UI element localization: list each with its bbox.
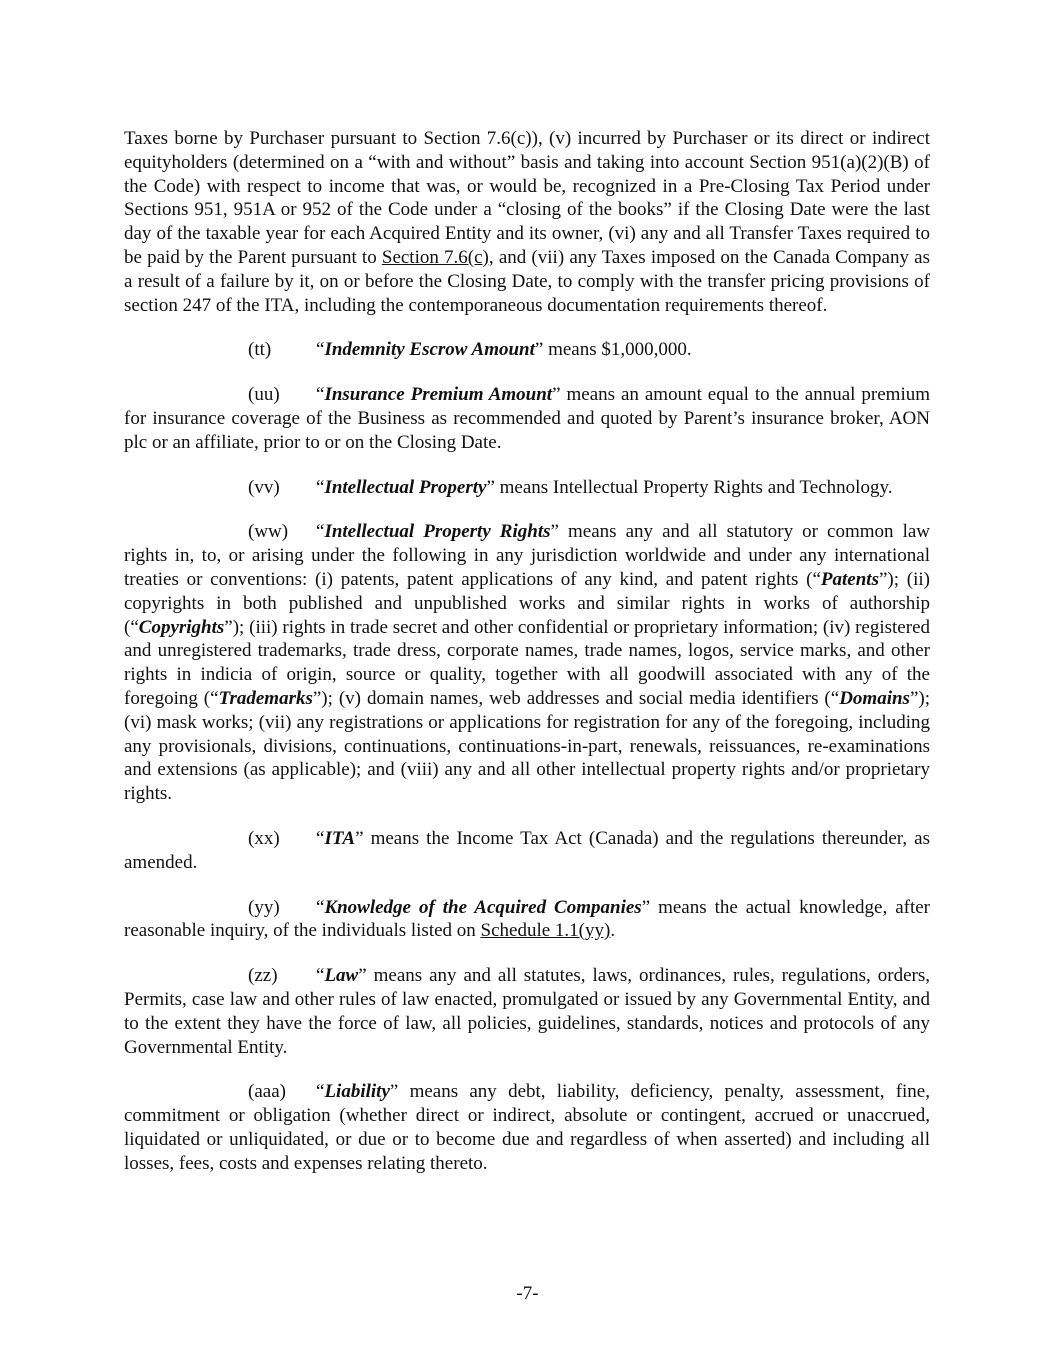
- clause-marker: (uu): [248, 384, 280, 406]
- defined-term: Intellectual Property Rights: [324, 521, 551, 543]
- clause-marker: (ww): [248, 521, 289, 543]
- definition-vv: (vv) “Intellectual Property” means Intellectual Property Rights and Technology.: [248, 476, 893, 498]
- clause-marker: (yy): [248, 896, 280, 918]
- continuation-paragraph: Taxes borne by Purchaser pursuant to Section 7.6(c)), (v) incurred by Purchaser or its direct or indirect equityholders (determined on a “with and without” basis and taking into account Section 951(a)(2)(B) of the Code) with respect to income that was, or would be, recognized in a Pre-Closing Tax Period under Sections 951, 951A or 952 of the Code under a “closing of the books” if the Closing Date were the last day of the taxable year for each Acquired Entity and its owner, (vi) any and all Transfer Taxes required to be paid by the Parent pursuant to Section 7.6(c), and (vii) any Taxes imposed on the Canada Company as a result of a failure by it, on or before the Closing Date, to comply with the transfer pricing provisions of section 247 of the ITA, including the contemporaneous documentation requirements thereof.: [124, 128, 931, 316]
- defined-term: Indemnity Escrow Amount: [324, 339, 535, 361]
- defined-term: Intellectual Property: [324, 476, 487, 498]
- defined-term: Law: [324, 965, 359, 987]
- clause-marker: (tt): [248, 339, 272, 361]
- definition-aaa: (aaa) “Liability” means any debt, liability, deficiency, penalty, assessment, fine, commitment or obligation (whether direct or indirect, absolute or contingent, accrued or unaccrued, liquidated or unliquidated, or due or to become due and regardless of when asserted) and including all losses, fees, costs and expenses relating thereto.: [124, 1081, 930, 1174]
- definition-zz: (zz) “Law” means any and all statutes, laws, ordinances, rules, regulations, orders, Permits, case law and other rules of law enacted, promulgated or issued by any Governmental Entity, and to the extent they have the force of law, all policies, guidelines, standards, notices and protocols of any Governmental Entity.: [124, 965, 930, 1058]
- page-number: -7-: [516, 1283, 539, 1304]
- section-reference-link: Section 7.6(c): [381, 246, 489, 268]
- schedule-reference-link: Schedule 1.1(yy): [480, 920, 611, 942]
- definition-tt: (tt) “Indemnity Escrow Amount” means $1,000,000.: [248, 339, 692, 361]
- clause-marker: (vv): [248, 476, 280, 498]
- clause-marker: (xx): [248, 827, 280, 849]
- definition-xx: (xx) “ITA” means the Income Tax Act (Canada) and the regulations thereunder, as amended.: [124, 827, 930, 873]
- defined-term: Insurance Premium Amount: [324, 384, 553, 406]
- defined-term: Liability: [324, 1081, 390, 1103]
- clause-marker: (aaa): [248, 1081, 286, 1103]
- defined-term-domains: Domains: [839, 687, 910, 709]
- defined-term-trademarks: Trademarks: [218, 687, 313, 709]
- clause-marker: (zz): [248, 965, 278, 987]
- defined-term: Knowledge of the Acquired Companies: [324, 896, 642, 918]
- defined-term-patents: Patents: [820, 568, 879, 590]
- defined-term-copyrights: Copyrights: [138, 616, 225, 638]
- definition-uu: (uu) “Insurance Premium Amount” means an amount equal to the annual premium for insurance coverage of the Business as recommended and quoted by Parent’s insurance broker, AON plc or an affiliate, prior to or on the Closing Date.: [124, 384, 930, 453]
- definition-yy: (yy) “Knowledge of the Acquired Companies” means the actual knowledge, after reasonable inquiry, of the individuals listed on Schedule 1.1(yy).: [124, 896, 930, 942]
- defined-term: ITA: [324, 827, 356, 849]
- definition-ww: (ww) “Intellectual Property Rights” means any and all statutory or common law rights in, to, or arising under the following in any jurisdiction worldwide and under any international treaties or conventions: (i) patents, patent applications of any kind, and patent rights (“Patents”); (ii) copyrights in both published and unpublished works and similar rights in works of authorship (“Copyrights”); (iii) rights in trade secret and other confidential or proprietary information; (iv) registered and unregistered trademarks, trade dress, corporate names, trade names, logos, service marks, and other rights in indicia of origin, source or quality, together with all goodwill associated with any of the foregoing (“Trademarks”); (v) domain names, web addresses and social media identifiers (“Domains”); (vi) mask works; (vii) any registrations or applications for registration for any of the foregoing, including any provisionals, divisions, continuations, continuations-in-part, renewals, reissuances, re-examinations and extensions (as applicable); and (viii) any and all other intellectual property rights and/or proprietary rights.: [124, 521, 931, 805]
- document-body: [124, 127, 930, 1196]
